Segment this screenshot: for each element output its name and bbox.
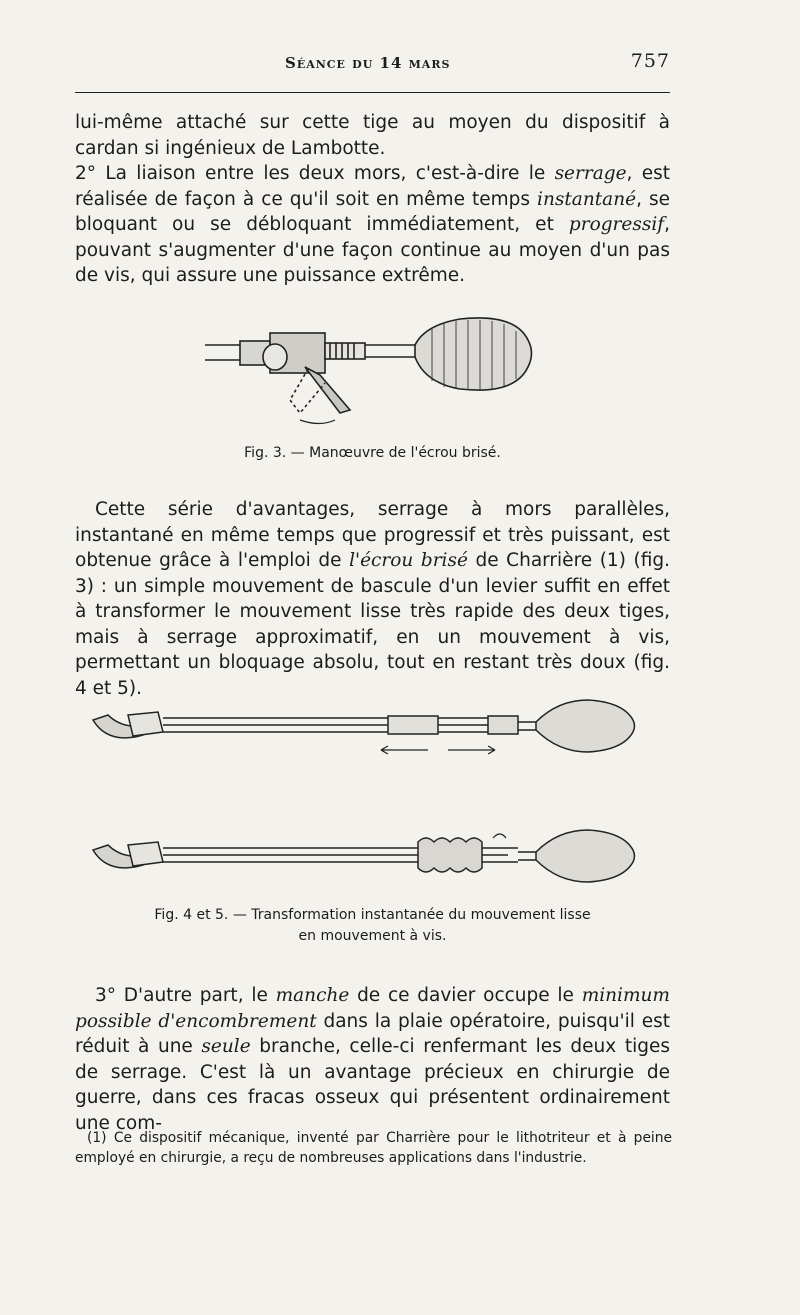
- p3-italic-ecrou-brise: l'écrou brisé: [349, 550, 468, 571]
- figure-4-instrument: [88, 690, 643, 765]
- p4-text-2: de ce davier occupe le: [349, 985, 582, 1006]
- paragraph-1: lui-même attaché sur cette tige au moyen du dispositif à cardan si ingénieux de Lambotte.: [75, 112, 670, 159]
- p4-italic-minimum: minimum possible d'encombrement: [75, 985, 670, 1032]
- header-rule: [75, 92, 670, 93]
- p2-italic-progressif: progressif: [568, 214, 665, 235]
- footnote-1: (1) Ce dispositif mécanique, inventé par Charrière pour le lithotriteur et à peine employé en chirurgie, a reçu de nombreuses applications dans l'industrie.: [75, 1130, 672, 1166]
- p2-text-2: , est réalisée de façon à ce qu'il soit en même temps: [75, 163, 670, 210]
- p2-text-4: , pouvant s'augmenter d'une façon continue au moyen d'un pas de vis, qui assure une puissance extrême.: [75, 214, 670, 286]
- paragraph-2: [75, 161, 670, 289]
- p3-text: Cette série d'avantages, serrage à mors parallèles, instantané en même temps que progressif et très puissant, est obtenue grâce à l'emploi de: [75, 499, 670, 571]
- p4-text-3: dans la plaie opératoire, puisqu'il est réduit à une: [75, 1010, 670, 1057]
- paragraph-4: [75, 983, 670, 1136]
- figure-4-5-caption-line-1: Fig. 4 et 5. — Transformation instantanée du mouvement lisse: [154, 907, 591, 923]
- p4-italic-seule: seule: [201, 1036, 251, 1057]
- figure-3-caption: Fig. 3. — Manœuvre de l'écrou brisé.: [244, 445, 501, 461]
- p2-text: 2° La liaison entre les deux mors, c'est-à-dire le: [75, 163, 555, 184]
- paragraph-3: [75, 497, 670, 701]
- running-head: [75, 50, 670, 78]
- p4-italic-manche: manche: [275, 985, 350, 1006]
- p4-text: 3° D'autre part, le: [95, 985, 276, 1006]
- p2-italic-serrage: serrage: [554, 163, 627, 184]
- figure-3-ecrou-brise: [200, 305, 545, 435]
- figure-4-5-caption-line-2: en mouvement à vis.: [298, 928, 447, 944]
- page-number: 757: [630, 50, 670, 72]
- p4-text-4: branche, celle-ci renfermant les deux tiges de serrage. C'est là un avantage précieux en chirurgie de guerre, dans ces fracas osseux qui présentent ordinairement une com-: [75, 1036, 670, 1134]
- running-head-title: Séance du 14 mars: [285, 54, 451, 72]
- p2-text-3: , se bloquant ou se débloquant immédiatement, et: [75, 188, 670, 235]
- p3-text-2: de Charrière (1) (fig. 3) : un simple mouvement de bascule d'un levier suffit en effet à transformer le mouvement lisse très rapide des deux tiges, mais à serrage approximatif, en un mouvement à vis, permettant un bloquage absolu, tout en restant très doux (fig. 4 et 5).: [75, 550, 670, 699]
- p2-italic-instantane: instantané: [537, 188, 637, 210]
- figure-5-instrument: [88, 820, 643, 895]
